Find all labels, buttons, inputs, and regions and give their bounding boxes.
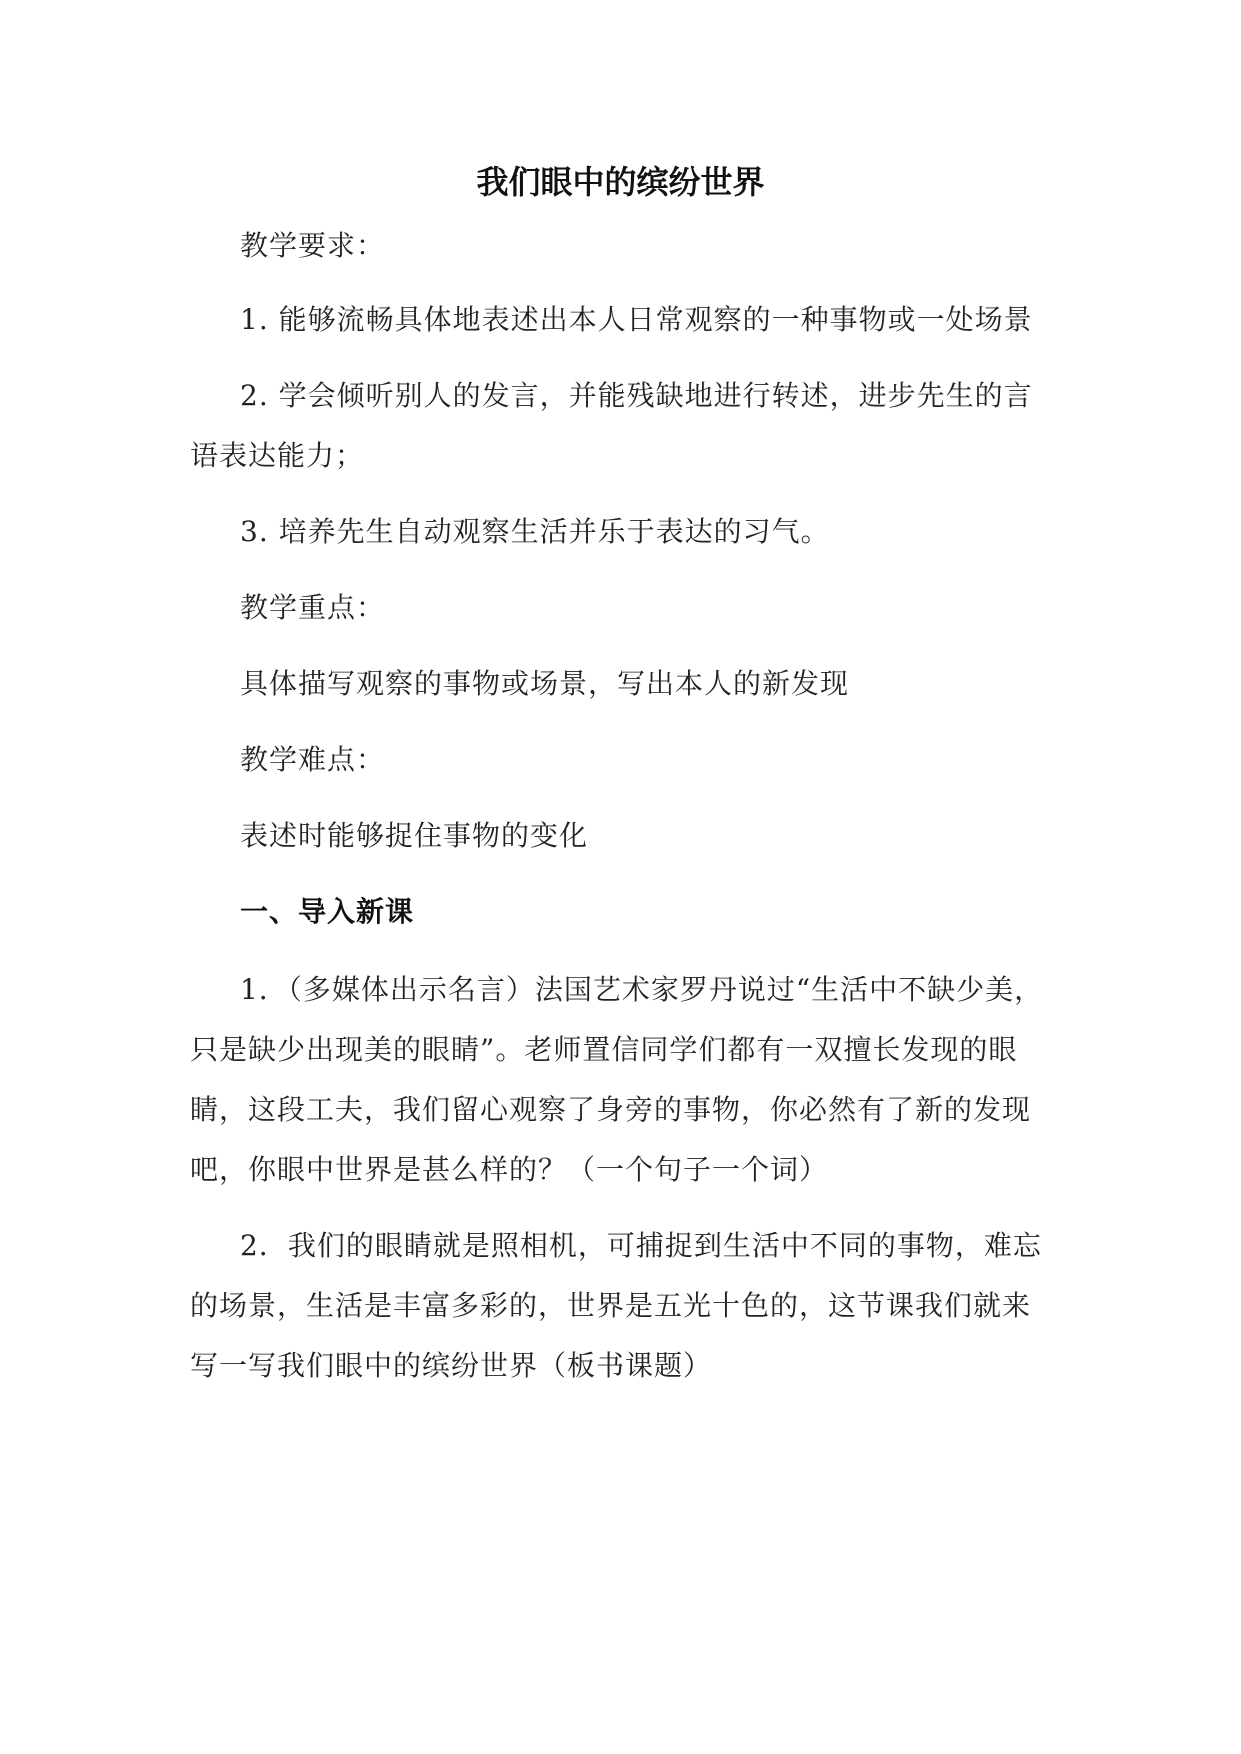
- section-heading-intro: 一、导入新课: [240, 895, 415, 928]
- requirements-heading: 教学要求：: [240, 229, 386, 262]
- requirement-2-line-2: 语表达能力；: [190, 439, 365, 472]
- requirement-2-line-1: 2. 学会倾听别人的发言，并能残缺地进行转述，进步先生的言: [240, 379, 1033, 412]
- difficulty-heading: 教学难点：: [240, 743, 386, 776]
- paragraph-1-line-3: 睛，这段工夫，我们留心观察了身旁的事物，你必然有了新的发现: [190, 1093, 1032, 1126]
- document-title: 我们眼中的缤纷世界: [476, 163, 765, 201]
- paragraph-2-line-2: 的场景，生活是丰富多彩的，世界是五光十色的，这节课我们就来: [190, 1289, 1032, 1322]
- focus-heading: 教学重点：: [240, 591, 386, 624]
- paragraph-1-line-2: 只是缺少出现美的眼睛”。老师置信同学们都有一双擅长发现的眼: [190, 1033, 1018, 1066]
- paragraph-2-line-1: 2．我们的眼睛就是照相机，可捕捉到生活中不同的事物，难忘: [240, 1229, 1042, 1262]
- requirement-1: 1. 能够流畅具体地表述出本人日常观察的一种事物或一处场景: [240, 303, 1033, 336]
- paragraph-1-line-1: 1．（多媒体出示名言）法国艺术家罗丹说过“生活中不缺少美，: [240, 973, 1044, 1006]
- focus-text: 具体描写观察的事物或场景，写出本人的新发现: [240, 667, 850, 700]
- difficulty-text: 表述时能够捉住事物的变化: [240, 819, 589, 852]
- paragraph-2-line-3: 写一写我们眼中的缤纷世界（板书课题）: [190, 1349, 713, 1382]
- paragraph-1-line-4: 吧，你眼中世界是甚么样的？（一个句子一个词）: [190, 1153, 829, 1186]
- requirement-3: 3. 培养先生自动观察生活并乐于表达的习气。: [240, 515, 830, 548]
